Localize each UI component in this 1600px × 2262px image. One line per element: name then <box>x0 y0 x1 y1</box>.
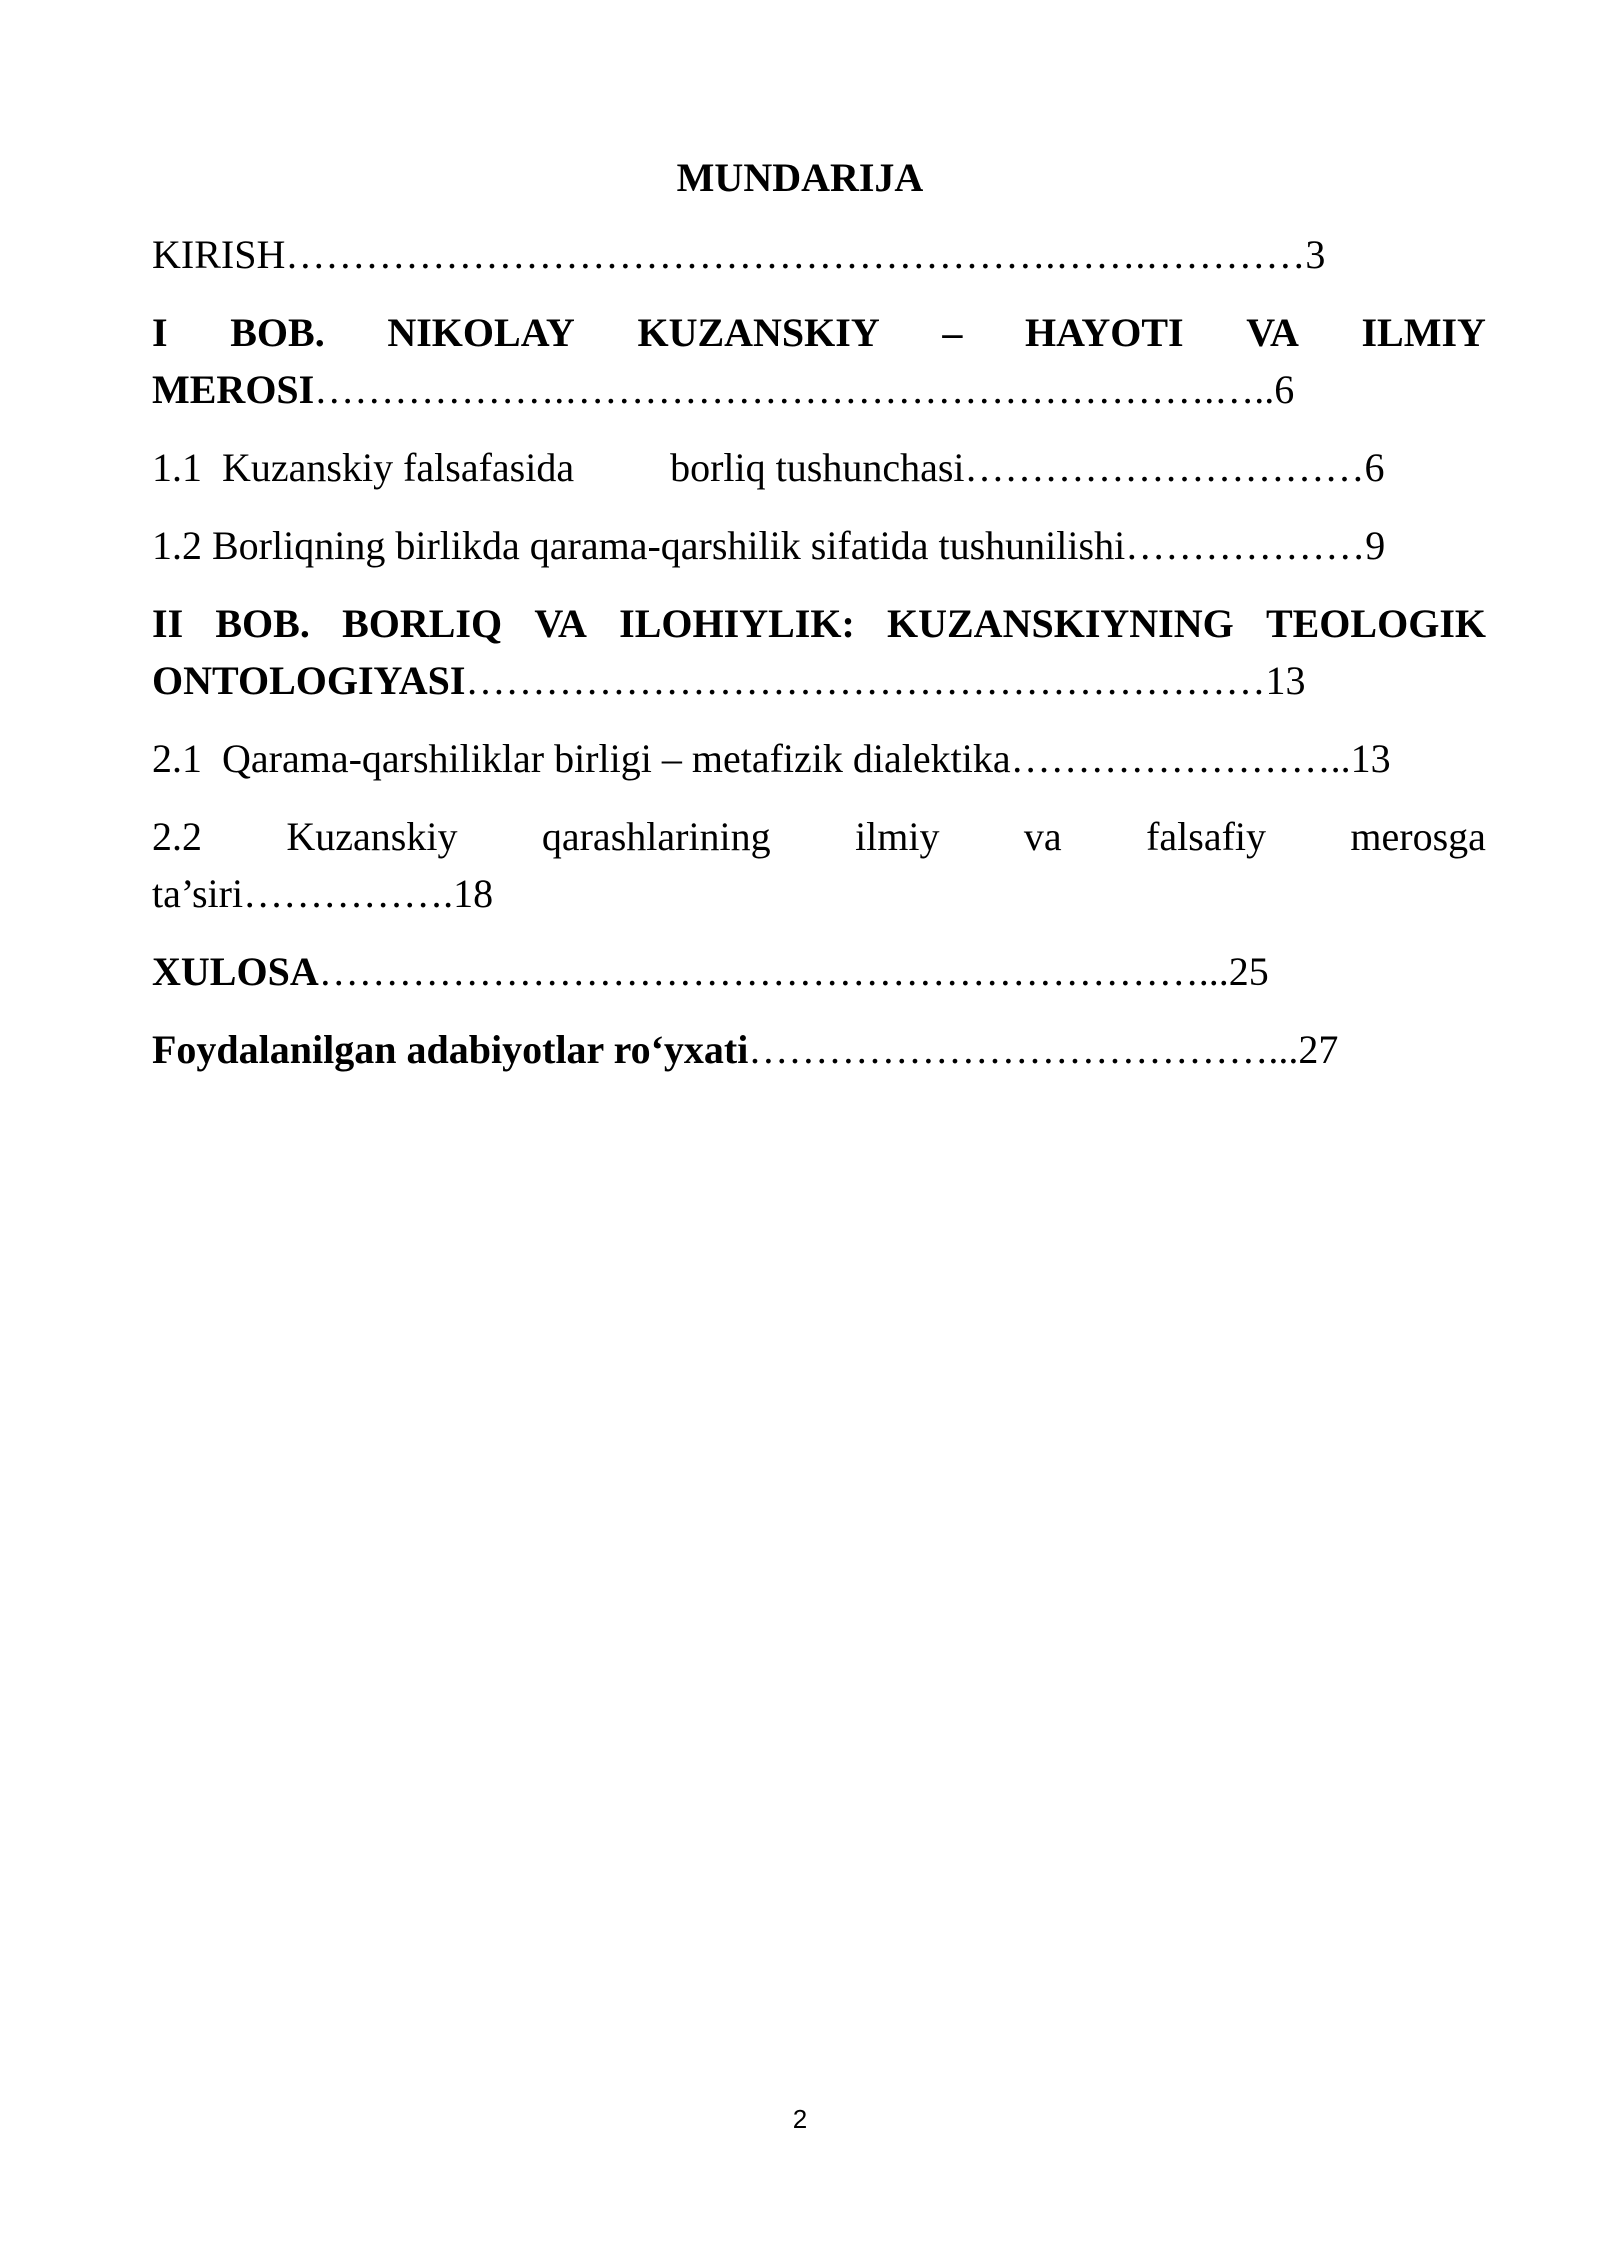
toc-page-number: 9 <box>1365 523 1386 568</box>
toc-leader-dots: ……………….………………………………………….…. <box>314 367 1265 412</box>
toc-entry-title: XULOSA <box>152 949 319 994</box>
toc-chapter-1-line-1 <box>152 304 1486 361</box>
toc-entry-title-cont: borliq tushunchasi <box>670 445 965 490</box>
toc-chapter-1-line-2 <box>152 361 1486 418</box>
toc-word: KUZANSKIY <box>637 310 880 355</box>
toc-entry-title: ta’siri <box>152 871 244 916</box>
toc-entry-section-2-1 <box>152 730 1486 787</box>
toc-entry-section-1-1 <box>152 439 1486 496</box>
toc-entry-kirish <box>152 226 1486 283</box>
toc-word: VA <box>534 601 587 646</box>
toc-page-number: 6 <box>1364 445 1385 490</box>
toc-chapter-2-line-2 <box>152 652 1486 709</box>
toc-chapter-2-line-1 <box>152 595 1486 652</box>
toc-word: merosga <box>1350 814 1486 859</box>
toc-leader-dots: ………………………………………………….…….………… <box>285 232 1306 277</box>
toc-leader-dots: …………………………………... <box>748 1027 1299 1072</box>
toc-leader-dots: ……………… <box>1125 523 1366 568</box>
toc-word: NIKOLAY <box>387 310 575 355</box>
toc-leader-dots: …………………………………………………………... <box>318 949 1229 994</box>
toc-page-number: 13 <box>1265 658 1306 703</box>
toc-word: Kuzanskiy <box>286 814 458 859</box>
page-title: MUNDARIJA <box>676 155 924 200</box>
toc-page-number: 27 <box>1298 1027 1339 1072</box>
toc-section-number: 2.1 <box>152 736 202 781</box>
toc-leader-dots: …………………………………………………… <box>465 658 1266 703</box>
toc-word: 2.2 <box>152 814 202 859</box>
toc-word: BOB. <box>215 601 310 646</box>
toc-page-number: 3 <box>1305 232 1326 277</box>
toc-leader-dots: ……………. <box>243 871 454 916</box>
toc-entry-section-2-2 <box>152 808 1486 922</box>
toc-leader-dots: ………………………… <box>964 445 1365 490</box>
toc-section-2-2-line-2 <box>152 865 1486 922</box>
toc-entry-title: MEROSI <box>152 367 315 412</box>
toc-word: – <box>942 310 963 355</box>
toc-word: BOB. <box>230 310 325 355</box>
toc-entry-chapter-1 <box>152 304 1486 418</box>
toc-entry-xulosa <box>152 943 1486 1000</box>
toc-entry-bibliography <box>152 1021 1486 1078</box>
toc-word: HAYOTI <box>1025 310 1184 355</box>
toc-entry-chapter-2 <box>152 595 1486 709</box>
toc-section-2-2-line-1 <box>152 808 1486 865</box>
toc-entry-title: ONTOLOGIYASI <box>152 658 466 703</box>
toc-word: ILOHIYLIK: <box>619 601 855 646</box>
page-number: 2 <box>792 2104 808 2134</box>
toc-entry-title: KIRISH <box>152 232 286 277</box>
toc-word: BORLIQ <box>342 601 503 646</box>
toc-entry-section-1-2 <box>152 517 1486 574</box>
toc-entry-title: Qarama-qarshiliklar birligi – metafizik dialektika <box>222 736 1011 781</box>
toc-word: falsafiy <box>1146 814 1267 859</box>
toc-entry-title: Foydalanilgan adabiyotlar ro‘yxati <box>152 1027 749 1072</box>
toc-word: va <box>1023 814 1062 859</box>
toc-word: TEOLOGIK <box>1265 601 1486 646</box>
toc-word: VA <box>1246 310 1299 355</box>
toc-leader-dots: …………………….. <box>1010 736 1351 781</box>
toc-entry-title: 1.2 Borliqning birlikda qarama-qarshilik sifatida tushunilishi <box>152 523 1126 568</box>
toc-page-number: 18 <box>453 871 494 916</box>
toc-word: ILMIY <box>1361 310 1486 355</box>
toc-word: ilmiy <box>855 814 940 859</box>
toc-page-number: 13 <box>1350 736 1391 781</box>
toc-word: KUZANSKIYNING <box>887 601 1234 646</box>
toc-word: qarashlarining <box>541 814 771 859</box>
table-of-contents <box>152 226 1486 1099</box>
toc-word: I <box>152 310 168 355</box>
toc-page-number: 25 <box>1228 949 1269 994</box>
toc-page-number: .6 <box>1264 367 1295 412</box>
toc-word: II <box>152 601 184 646</box>
toc-section-number: 1.1 <box>152 445 202 490</box>
toc-entry-title: Kuzanskiy falsafasida <box>222 445 575 490</box>
